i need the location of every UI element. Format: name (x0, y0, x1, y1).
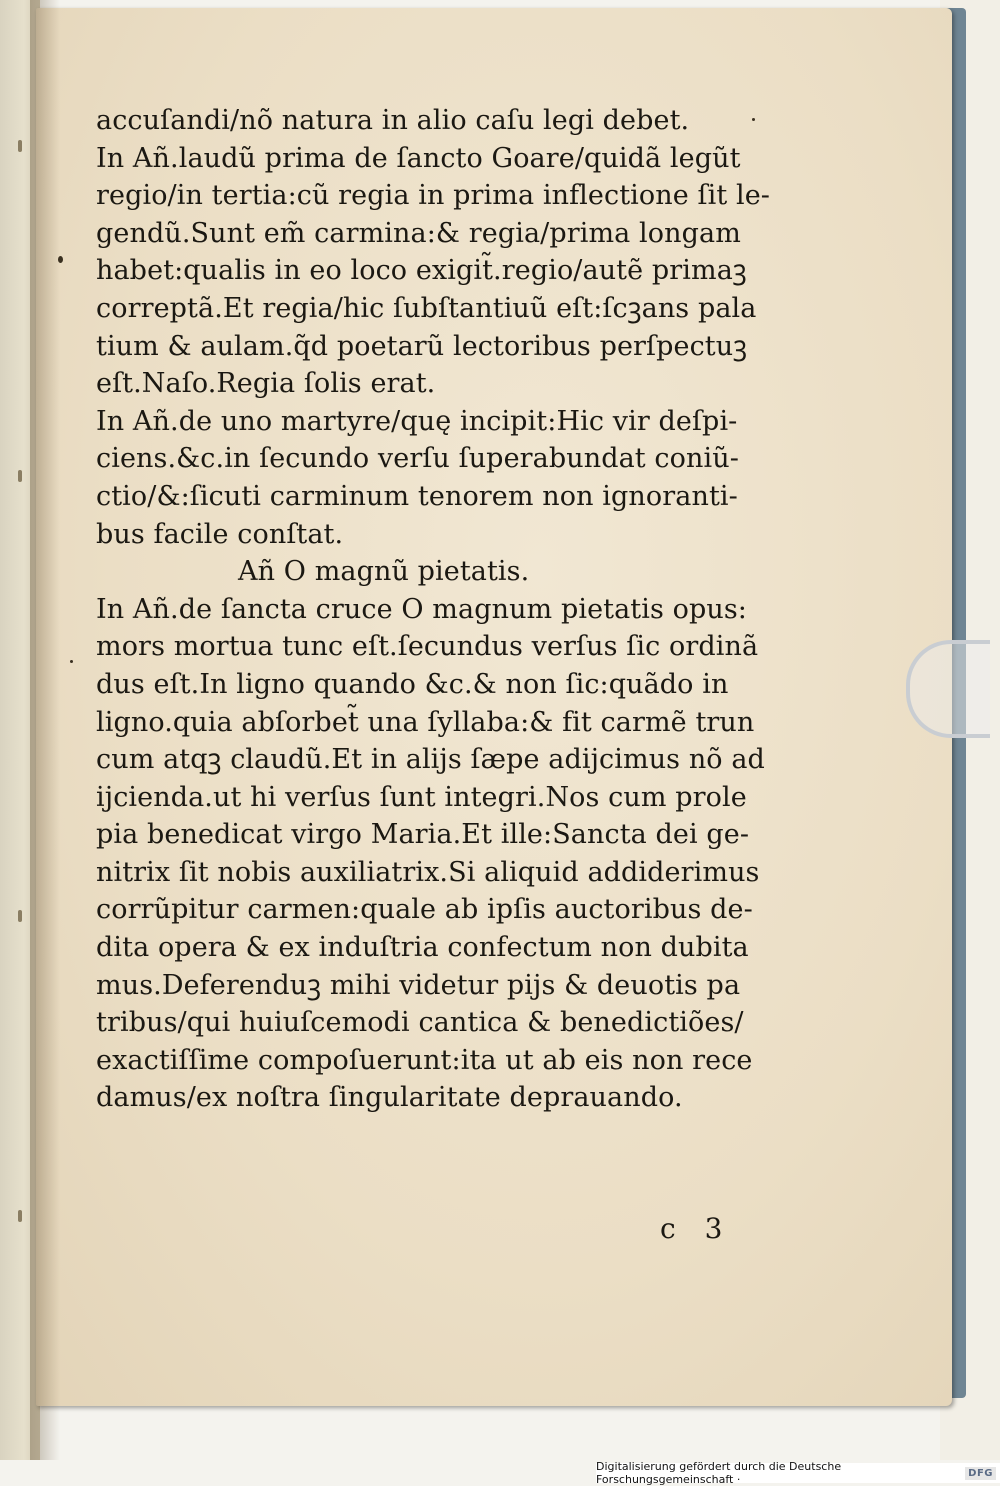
text-line: nitrix ſit nobis auxiliatrix.Si aliquid addiderimus (96, 856, 760, 888)
text-line: mors mortua tunc eſt.ſecundus verſus ſic ordinã (96, 631, 759, 663)
text-line: ctio/&:ſicuti carminum tenorem non ignoranti- (96, 480, 738, 512)
text-line: ligno.quia abſorbet̃ una ſyllaba:& fit carmẽ trun (96, 706, 755, 738)
text-line: In Añ.laudũ prima de ſancto Goare/quidã legũt (96, 142, 741, 174)
ink-speck (58, 256, 63, 263)
text-line: mus.Deferenduꝫ mihi videtur pijs & deuotis pa (96, 969, 741, 1001)
dfg-logo: DFG (965, 1467, 996, 1480)
text-line: tium & aulam.q̃d poetarũ lectoribus perſpectuꝫ (96, 330, 748, 362)
binding-stitch (18, 470, 22, 482)
text-line: correptã.Et regia/hic ſubſtantiuũ eſt:ſcꝫans pala (96, 292, 757, 324)
text-line: In Añ.de ſancta cruce O magnum pietatis opus: (96, 593, 747, 625)
text-line: ijcienda.ut hi verſus ſunt integri.Nos cum prole (96, 781, 747, 813)
text-line: habet:qualis in eo loco exigit̃.regio/autẽ primaꝫ (96, 255, 747, 287)
text-line: bus facile conſtat. (96, 518, 344, 550)
footer-credit: Digitalisierung gefördert durch die Deutsche Forschungsgemeinschaft · (596, 1460, 842, 1486)
section-heading: Añ O magnũ pietatis. (238, 556, 530, 588)
digitization-footer (596, 1460, 1000, 1486)
text-line: damus/ex noſtra ſingularitate deprauando. (96, 1082, 683, 1114)
text-line: ciens.&c.in ſecundo verſu ſuperabundat coniũ- (96, 443, 739, 475)
binding-stitch (18, 1210, 22, 1222)
text-line: accuſandi/nõ natura in alio caſu legi debet. (96, 105, 690, 136)
text-line: dus eſt.In ligno quando &c.& non ſic:quãdo in (96, 668, 729, 700)
text-line: exactiſſime compoſuerunt:ita ut ab eis non rece (96, 1044, 753, 1076)
text-line: corrũpitur carmen:quale ab ipſis auctoribus de- (96, 894, 753, 926)
text-line: In Añ.de uno martyre/quę incipit:Hic vir deſpi- (96, 405, 738, 437)
text-line: pia benedicat virgo Maria.Et ille:Sancta dei ge- (96, 819, 750, 851)
text-line: eſt.Naſo.Regia ſolis erat. (96, 368, 436, 400)
binding-stitch (18, 140, 22, 152)
text-line: dita opera & ex induſtria confectum non dubita (96, 932, 749, 964)
page-clip (906, 640, 990, 738)
text-line: tribus/qui huiuſcemodi cantica & benedictiões/ (96, 1007, 744, 1039)
page-text (96, 102, 836, 1117)
spine-shadow (30, 0, 60, 1460)
binding-stitch (18, 910, 22, 922)
signature-mark: c 3 (660, 1212, 733, 1245)
ink-speck (70, 660, 73, 663)
text-line: regio/in tertia:cũ regia in prima inflectione ſit le- (96, 180, 771, 212)
text-line: gendũ.Sunt em̃ carmina:& regia/prima longam (96, 217, 741, 249)
text-line: cum atqꝫ claudũ.Et in alijs ſæpe adijcimus nõ ad (96, 744, 765, 776)
